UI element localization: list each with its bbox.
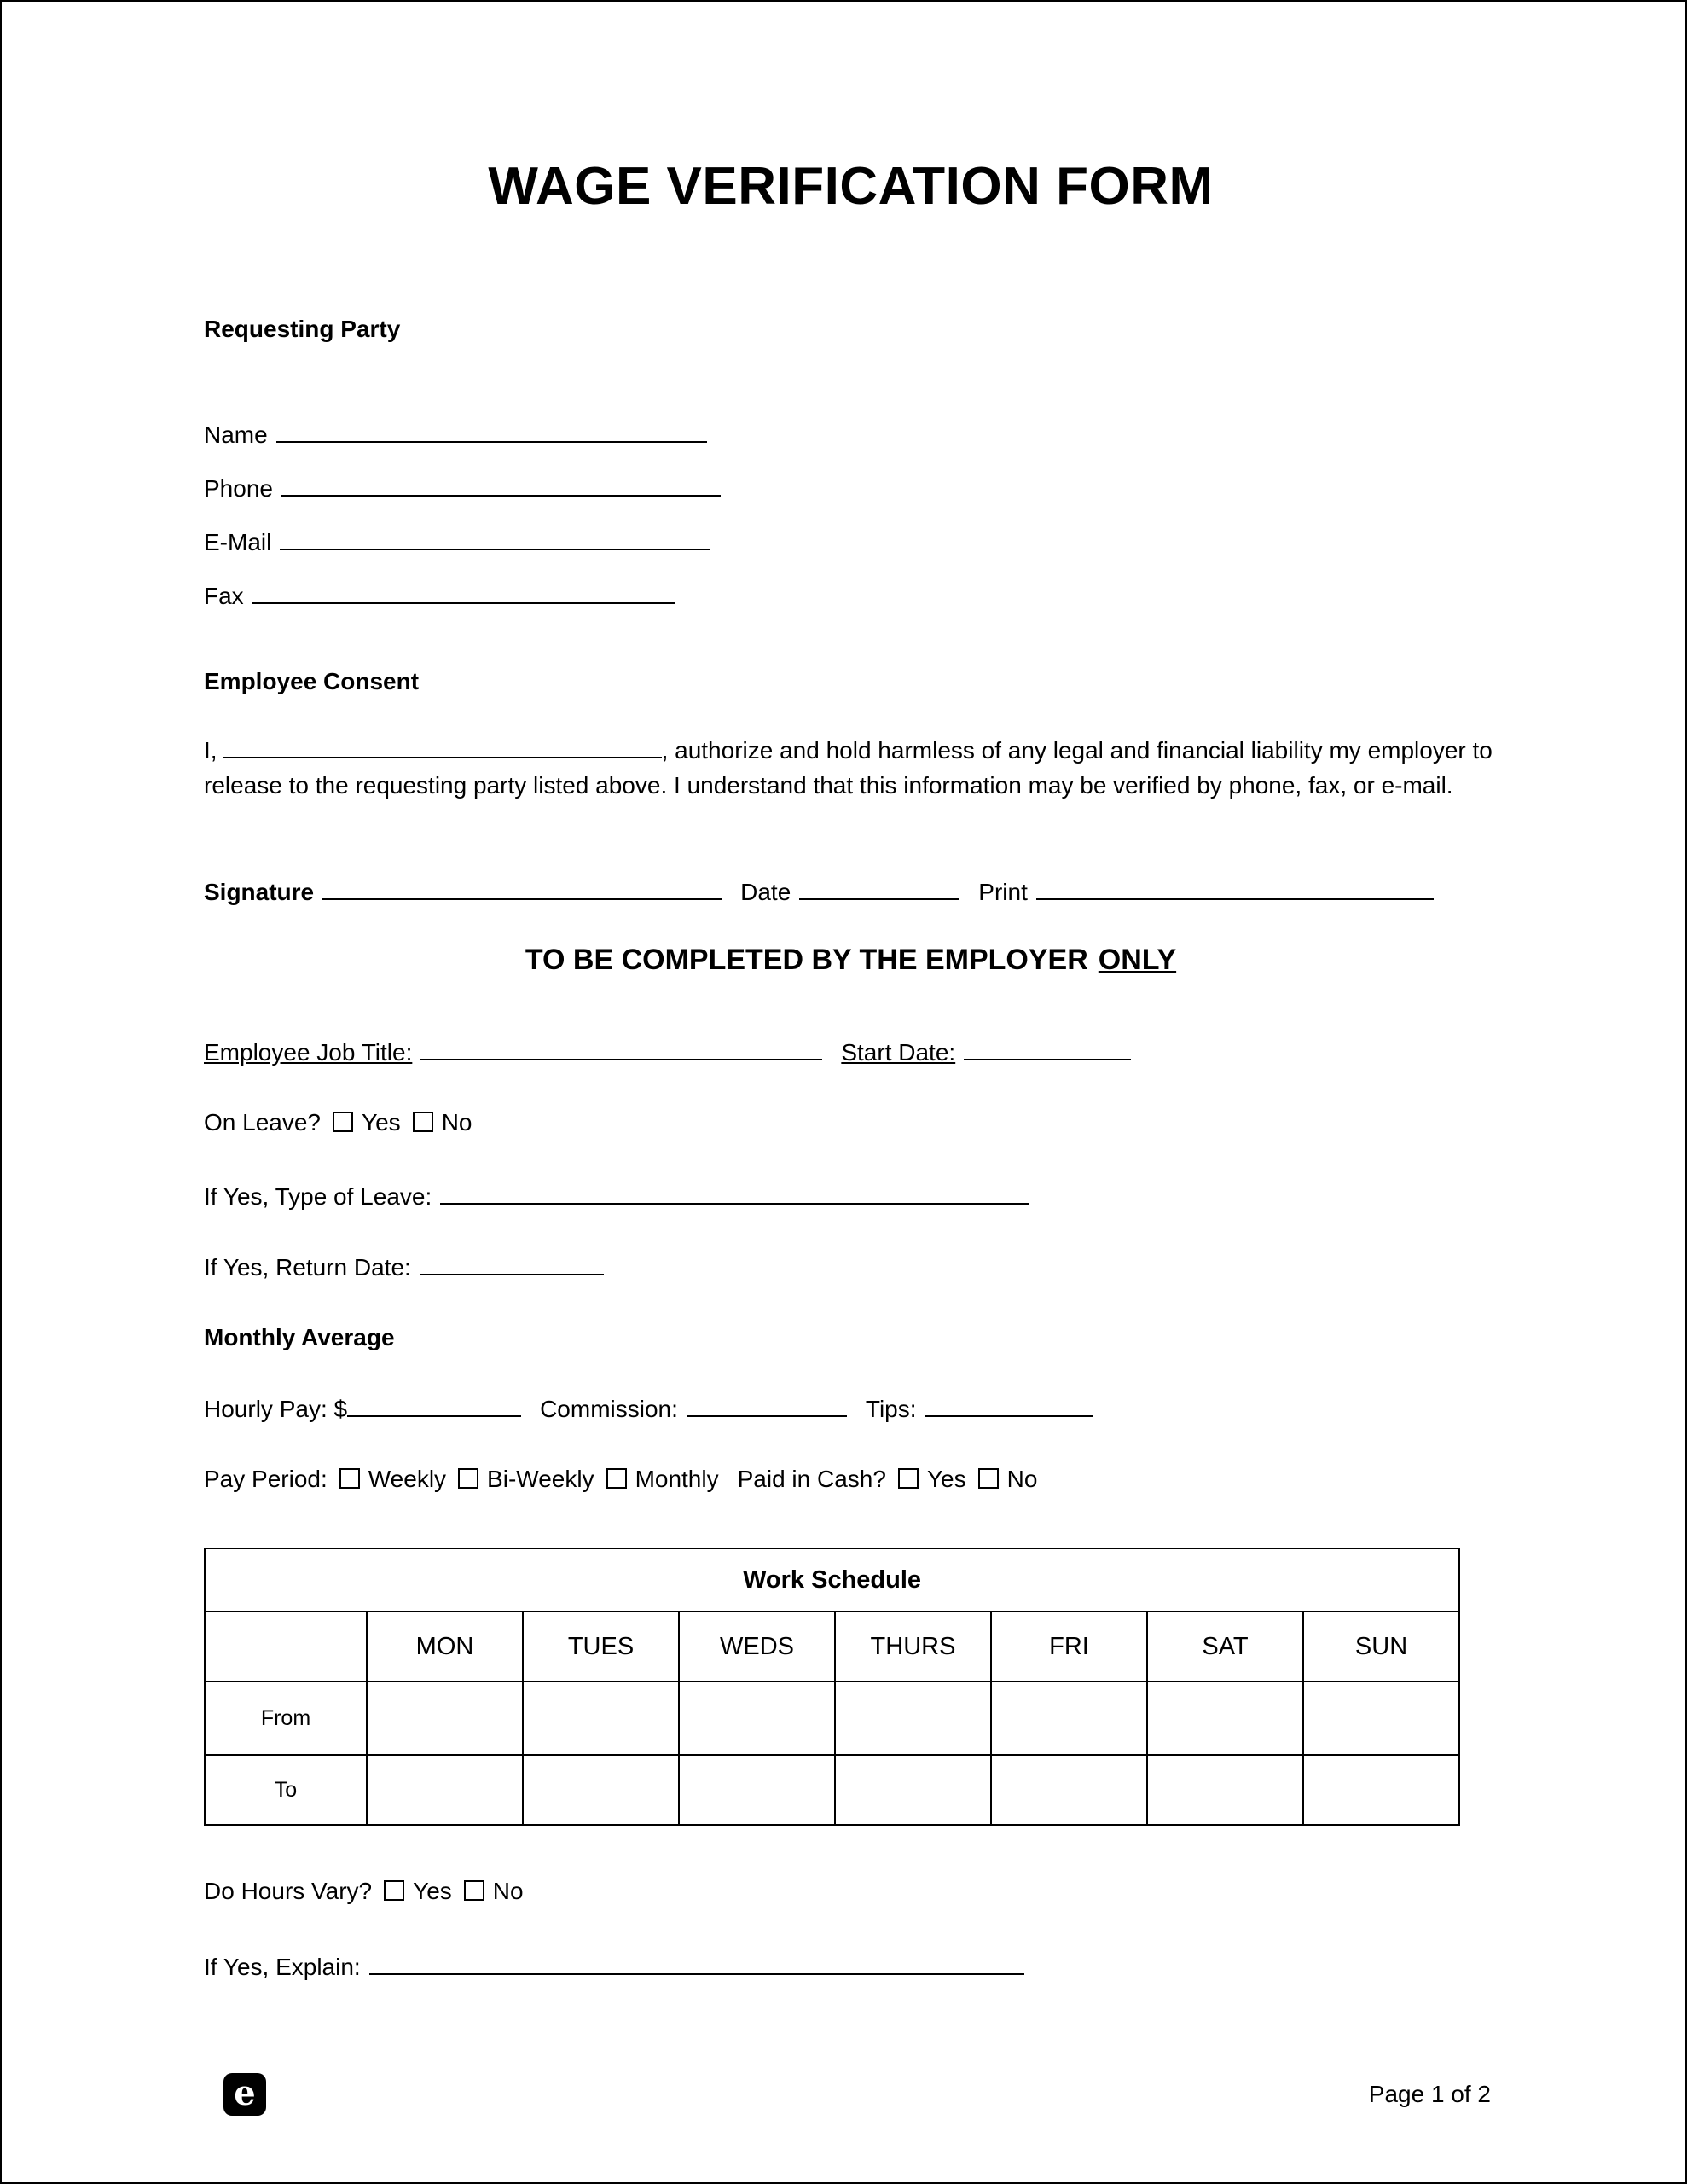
signature-label: Signature	[204, 879, 315, 905]
pay-period-biweekly-label: Bi-Weekly	[487, 1466, 594, 1492]
pay-period-weekly-label: Weekly	[368, 1466, 447, 1492]
paid-in-cash-yes-label: Yes	[926, 1466, 966, 1492]
page-title: WAGE VERIFICATION FORM	[488, 157, 1214, 216]
pay-period-biweekly-checkbox[interactable]	[458, 1468, 478, 1489]
schedule-from-row	[205, 1682, 1459, 1755]
work-schedule-table	[204, 1548, 1460, 1826]
hours-vary-row	[204, 1874, 1498, 1908]
pay-amounts-row	[204, 1391, 1498, 1426]
job-title-input-line[interactable]	[420, 1035, 822, 1060]
tips-input-line[interactable]	[925, 1391, 1093, 1417]
hourly-pay-input-line[interactable]	[347, 1391, 521, 1417]
job-title-row	[204, 1035, 1498, 1070]
paid-in-cash-yes-checkbox[interactable]	[898, 1468, 919, 1489]
schedule-cell-from-fri[interactable]	[991, 1682, 1147, 1755]
column-header-sat: SAT	[1147, 1612, 1303, 1682]
row-label-to: To	[205, 1755, 367, 1825]
schedule-cell-from-tues[interactable]	[523, 1682, 679, 1755]
date-input-line[interactable]	[799, 874, 959, 900]
pay-period-label: Pay Period:	[204, 1466, 328, 1492]
print-label: Print	[978, 879, 1028, 905]
schedule-cell-from-sun[interactable]	[1303, 1682, 1459, 1755]
on-leave-yes-label: Yes	[362, 1109, 401, 1136]
schedule-cell-from-weds[interactable]	[679, 1682, 835, 1755]
fax-label: Fax	[204, 583, 244, 609]
pay-period-monthly-label: Monthly	[635, 1466, 719, 1492]
explain-row	[204, 1949, 1498, 1984]
type-of-leave-label: If Yes, Type of Leave:	[204, 1183, 432, 1210]
monthly-average-heading: Monthly Average	[204, 1324, 395, 1350]
page-footer	[223, 2073, 1491, 2116]
fax-field-row	[204, 578, 1498, 613]
start-date-input-line[interactable]	[964, 1035, 1131, 1060]
schedule-cell-to-weds[interactable]	[679, 1755, 835, 1825]
corner-cell	[205, 1612, 367, 1682]
phone-input-line[interactable]	[281, 471, 721, 497]
email-field-row	[204, 525, 1498, 560]
explain-input-line[interactable]	[369, 1949, 1024, 1975]
employee-consent-heading: Employee Consent	[204, 668, 420, 694]
column-header-weds: WEDS	[679, 1612, 835, 1682]
name-field-row	[204, 417, 1498, 452]
tips-label: Tips:	[865, 1396, 917, 1422]
email-label: E-Mail	[204, 529, 272, 555]
paid-in-cash-no-label: No	[1006, 1466, 1038, 1492]
schedule-title-row	[205, 1548, 1459, 1612]
consent-text: , authorize and hold harmless of any legal and financial liability my employer to release to the requesting party listed above. I understand that this information may be verified by phone, fax, or e-mail.	[204, 737, 1493, 799]
row-label-from: From	[205, 1682, 367, 1755]
on-leave-no-checkbox[interactable]	[413, 1112, 433, 1132]
schedule-cell-to-fri[interactable]	[991, 1755, 1147, 1825]
employer-section-heading	[204, 941, 1498, 979]
hours-vary-label: Do Hours Vary?	[204, 1878, 373, 1904]
on-leave-no-label: No	[441, 1109, 472, 1136]
date-label: Date	[740, 879, 791, 905]
schedule-cell-to-sat[interactable]	[1147, 1755, 1303, 1825]
consent-paragraph	[204, 733, 1498, 803]
consent-name-input-line[interactable]	[223, 733, 662, 758]
hours-vary-no-checkbox[interactable]	[464, 1880, 484, 1901]
print-input-line[interactable]	[1036, 874, 1434, 900]
page-indicator: Page 1 of 2	[1368, 2081, 1491, 2107]
paid-in-cash-no-checkbox[interactable]	[978, 1468, 999, 1489]
hours-vary-yes-checkbox[interactable]	[384, 1880, 404, 1901]
commission-input-line[interactable]	[687, 1391, 847, 1417]
schedule-cell-to-sun[interactable]	[1303, 1755, 1459, 1825]
start-date-label: Start Date:	[841, 1039, 956, 1066]
on-leave-label: On Leave?	[204, 1109, 321, 1136]
paid-in-cash-label: Paid in Cash?	[737, 1466, 886, 1492]
fax-input-line[interactable]	[252, 578, 675, 604]
schedule-cell-from-mon[interactable]	[367, 1682, 523, 1755]
schedule-cell-to-thurs[interactable]	[835, 1755, 991, 1825]
commission-label: Commission:	[540, 1396, 678, 1422]
requesting-party-heading: Requesting Party	[204, 316, 401, 342]
name-input-line[interactable]	[276, 417, 707, 443]
pay-period-row	[204, 1462, 1498, 1496]
type-of-leave-row	[204, 1179, 1498, 1214]
schedule-cell-from-thurs[interactable]	[835, 1682, 991, 1755]
employer-heading-text: TO BE COMPLETED BY THE EMPLOYER	[525, 944, 1088, 976]
phone-field-row	[204, 471, 1498, 506]
hourly-pay-label: Hourly Pay: $	[204, 1396, 348, 1422]
explain-label: If Yes, Explain:	[204, 1954, 361, 1980]
eforms-logo-icon: e	[223, 2073, 266, 2116]
signature-row	[204, 874, 1498, 909]
schedule-cell-to-tues[interactable]	[523, 1755, 679, 1825]
column-header-thurs: THURS	[835, 1612, 991, 1682]
on-leave-yes-checkbox[interactable]	[333, 1112, 353, 1132]
column-header-sun: SUN	[1303, 1612, 1459, 1682]
consent-prefix: I,	[204, 737, 217, 764]
phone-label: Phone	[204, 475, 273, 502]
job-title-label: Employee Job Title:	[204, 1039, 413, 1066]
signature-input-line[interactable]	[322, 874, 722, 900]
schedule-to-row	[205, 1755, 1459, 1825]
return-date-row	[204, 1250, 1498, 1285]
hours-vary-no-label: No	[492, 1878, 524, 1904]
name-label: Name	[204, 421, 268, 448]
return-date-label: If Yes, Return Date:	[204, 1254, 411, 1281]
pay-period-monthly-checkbox[interactable]	[606, 1468, 627, 1489]
employer-heading-only: ONLY	[1098, 944, 1177, 976]
column-header-fri: FRI	[991, 1612, 1147, 1682]
schedule-cell-to-mon[interactable]	[367, 1755, 523, 1825]
return-date-input-line[interactable]	[420, 1250, 604, 1275]
column-header-mon: MON	[367, 1612, 523, 1682]
column-header-tues: TUES	[523, 1612, 679, 1682]
schedule-cell-from-sat[interactable]	[1147, 1682, 1303, 1755]
on-leave-row	[204, 1106, 1498, 1140]
type-of-leave-input-line[interactable]	[440, 1179, 1029, 1205]
email-input-line[interactable]	[280, 525, 710, 550]
hours-vary-yes-label: Yes	[413, 1878, 452, 1904]
work-schedule-title: Work Schedule	[205, 1548, 1459, 1612]
pay-period-weekly-checkbox[interactable]	[339, 1468, 360, 1489]
schedule-header-row	[205, 1612, 1459, 1682]
